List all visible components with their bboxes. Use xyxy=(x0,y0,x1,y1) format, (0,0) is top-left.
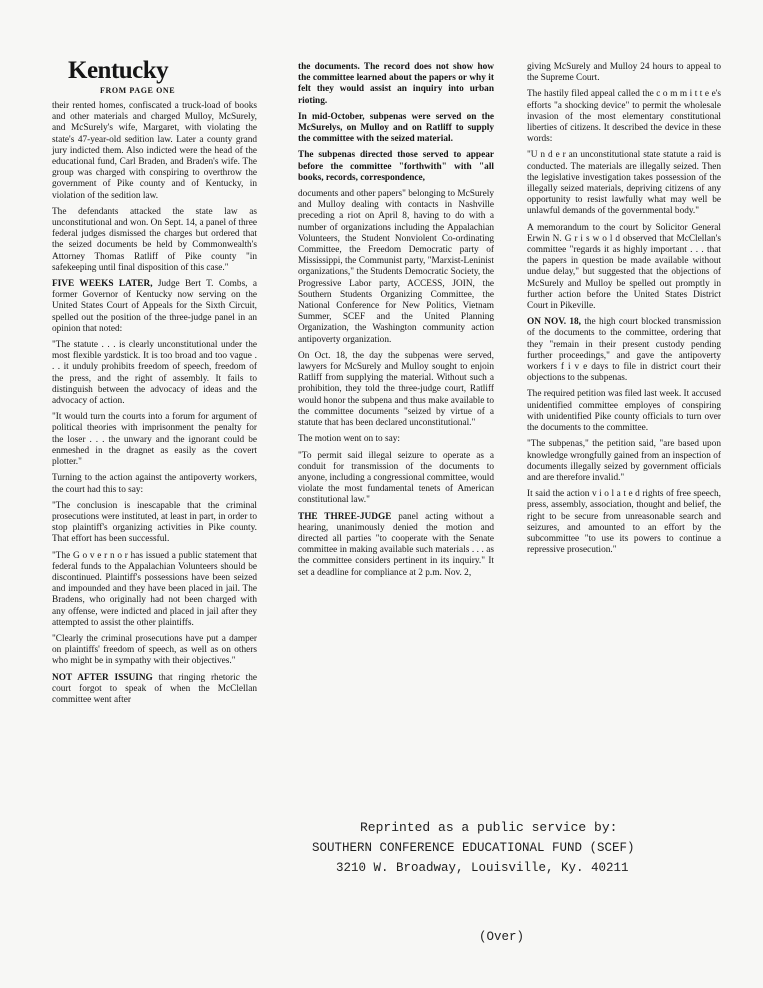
paragraph xyxy=(298,150,494,184)
paragraph xyxy=(298,451,494,507)
jump-line: FROM PAGE ONE xyxy=(100,86,176,95)
article-column-1 xyxy=(52,58,257,711)
paragraph xyxy=(527,62,721,84)
paragraph xyxy=(298,512,494,579)
paragraph-text: "The G o v e r n o r has issued a public statement that federal funds to the Appalachian Volunteers should be discontinued. Plaintiff's possessions have been seized and impounded and they have been placed in jail. The Bradens, who originally had not been charged with any offense, were indicted and placed in jail after they attempted to assist the other plaintiffs. xyxy=(52,550,257,628)
paragraph xyxy=(52,101,257,202)
paragraph-text: "To permit said illegal seizure to operate as a conduit for transmission of the documents to anyone, including a congressional committee, would violate the most fundamental tenets of American constitutional law." xyxy=(298,450,494,506)
paragraph xyxy=(298,62,494,107)
page-footer: (Over) xyxy=(479,930,525,944)
paragraph-text: It said the action v i o l a t e d rights of free speech, press, assembly, association, thought and belief, the right to be secure from unreasonable search and seizures, and amounted to an effort by the subcommittee "to use its powers to continue a repressive prosecution." xyxy=(527,489,721,556)
paragraph xyxy=(52,412,257,468)
paragraph-text: panel acting without a hearing, unanimously denied the motion and directed all parties "to cooperate with the Senate committee in making available such materials . . . as the committee considers pertinent in its inquiry." It set a deadline for compliance at 2 p.m. Nov. 2, xyxy=(298,511,494,578)
paragraph xyxy=(527,223,721,313)
paragraph-text: the high court blocked transmission of the documents to the committee, ordering that they "remain in their present custody pending further proceedings," and gave the antipoverty workers f i v e days to file in district court their objections to the subpenas. xyxy=(527,317,722,384)
paragraph-text: In mid-October, subpenas were served on the McSurelys, on Mulloy and on Ratliff to supply the committee with the seized material. xyxy=(298,111,494,145)
paragraph xyxy=(527,489,721,556)
paragraph xyxy=(298,434,494,445)
paragraph-lead: NOT AFTER ISSUING xyxy=(52,672,153,683)
article-column-3 xyxy=(527,62,721,561)
paragraph xyxy=(52,473,257,495)
paragraph-text: the documents. The record does not show how the committee learned about the papers or why it felt they would assist an inquiry into urban rioting. xyxy=(298,62,494,106)
paragraph-text: The required petition was filed last week. It accused unidentified committee employes of conspiring with unidentified Pike county officials to turn over the documents to the committee. xyxy=(527,389,721,434)
column-1-paragraphs xyxy=(52,101,257,706)
paragraph-lead: FIVE WEEKS LATER, xyxy=(52,279,153,290)
paragraph xyxy=(52,551,257,629)
paragraph-text: "The conclusion is inescapable that the criminal prosecutions were instituted, at least in part, in order to stop plaintiff's organizing activities in Pike county. That effort has been successful. xyxy=(52,500,257,545)
column-2-paragraphs xyxy=(298,62,494,579)
paragraph-lead: THE THREE-JUDGE xyxy=(298,511,392,522)
paragraph xyxy=(52,207,257,274)
headline: Kentucky xyxy=(68,57,169,84)
paragraph xyxy=(52,501,257,546)
paragraph xyxy=(298,112,494,146)
paragraph-text: "It would turn the courts into a forum for argument of political theories with imprisonment the penalty for the loser . . . the unwary and the ignorant could be enmeshed in the dragnet as easily as the covert plotter." xyxy=(52,412,257,468)
paragraph xyxy=(527,89,721,145)
paragraph-text: "U n d e r an unconstitutional state statute a raid is conducted. The materials are illegally seized. Then the legislative investigation takes possession of the illegally seized materials, depriving citizens of any opportunity to resist lawfully what may well be unlawful demands of the governmental body." xyxy=(527,150,721,217)
paragraph xyxy=(52,673,257,707)
reprint-line-3: 3210 W. Broadway, Louisville, Ky. 40211 xyxy=(336,861,629,875)
paragraph-text: documents and other papers" belonging to McSurely and Mulloy dealing with contacts in Nashville preceding a riot on April 8, having to do with a number of organizations including the Appalachian Volunteers, the Student Nonviolent Co-ordinating Committee, the Freedom Democratic party of Mississippi, the Communist party, "Marxist-Leninist organizations," the Students Democratic Society, the Progressive Labor party, ACCESS, JOIN, the Southern Students Organizing Committee, the National Conference for New Politics, Vietnam Summer, SCEF and the United Planning Organization, the Washington community action antipoverty organization. xyxy=(298,189,494,345)
paragraph xyxy=(52,340,257,407)
paragraph-text: Turning to the action against the antipoverty workers, the court had this to say: xyxy=(52,473,257,495)
paragraph-text: The motion went on to say: xyxy=(298,434,400,445)
reprint-line-1: Reprinted as a public service by: xyxy=(360,820,618,835)
paragraph-text: "Clearly the criminal prosecutions have put a damper on plaintiffs' freedom of speech, as well as on others who might be in sympathy with their objectives." xyxy=(52,633,257,667)
column-3-paragraphs xyxy=(527,62,721,556)
paragraph-text: On Oct. 18, the day the subpenas were served, lawyers for McSurely and Mulloy sought to enjoin Ratliff from supplying the material. Without such a prohibition, they told the three-judge court, Ratliff would honor the subpena and thus make available to the committee documents "seized by virtue of a statute that has been declared unconstitutional." xyxy=(298,350,494,429)
article-column-2 xyxy=(298,62,494,584)
paragraph-text: "The subpenas," the petition said, "are based upon knowledge wrongfully gained from an inspection of documents illegally seized by government officials and are therefore invalid." xyxy=(527,439,721,483)
paragraph xyxy=(527,317,721,384)
paragraph xyxy=(527,439,721,484)
paragraph xyxy=(52,634,257,668)
paragraph-text: The defendants attacked the state law as unconstitutional and won. On Sept. 14, a panel of three federal judges dismissed the charges but ordered that the seized documents be held by Commonwealth's Attorney Thomas Ratliff of Pike county "in safekeeping until final disposition of this case." xyxy=(52,206,258,273)
paragraph xyxy=(298,189,494,346)
paragraph-text: A memorandum to the court by Solicitor General Erwin N. G r i s w o l d observed that McClellan's committee "regards it as highly important . . . that the papers in question be made available without undue delay," but suggested that the objections of McSurely and Mulloy be spelled out promptly in further action before the United States District Court in Pikeville. xyxy=(527,222,721,312)
paragraph-lead: ON NOV. 18, xyxy=(527,317,581,328)
reprint-line-2: SOUTHERN CONFERENCE EDUCATIONAL FUND (SCEF) xyxy=(312,841,635,855)
paragraph-text: Judge Bert T. Combs, a former Governor of Kentucky now serving on the United States Court of Appeals for the Sixth Circuit, spelled out the position of the three-judge panel in an opinion that noted: xyxy=(52,279,257,334)
reprint-notice xyxy=(300,818,740,878)
paragraph-text: The hastily filed appeal called the c o m m i t t e e's efforts "a shocking device" to permit the wholesale invasion of the most elementary constitutional liberties of citizens. It described the device in these words: xyxy=(527,89,721,145)
paragraph xyxy=(52,279,257,335)
paragraph xyxy=(527,389,721,434)
paragraph-text: giving McSurely and Mulloy 24 hours to appeal to the Supreme Court. xyxy=(527,62,721,84)
paragraph xyxy=(527,150,721,217)
paragraph-text: that ringing rhetoric the court forgot to speak of when the McClellan committee went after xyxy=(52,672,258,705)
paragraph-text: The subpenas directed those served to appear before the committee "forthwith" with "all books, records, correspondence, xyxy=(298,150,494,183)
paragraph xyxy=(298,351,494,429)
paragraph-text: "The statute . . . is clearly unconstitutional under the most flexible yardstick. It is too broad and too vague . . . it unduly prohibits freedom of speech, freedom of the press, and the right of assembly. It fails to distinguish between the advocacy of ideas and the advocacy of action. xyxy=(52,340,257,407)
paragraph-text: their rented homes, confiscated a truck-load of books and other materials and charged Mulloy, McSurely, and McSurely's wife, Margaret, with violating the state's 47-year-old sedition law. Later a county grand jury indicted them. Also indicted were the head of the educational fund, Carl Braden, and Braden's wife. The group was charged with conspiring to overthrow the government of Pike county and of Kentucky, in violation of the sedition law. xyxy=(52,101,257,201)
